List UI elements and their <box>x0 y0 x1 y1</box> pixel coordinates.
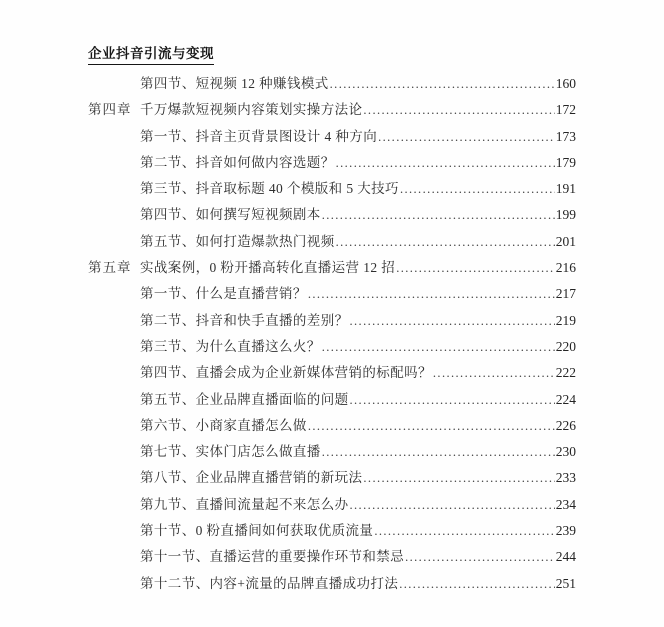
toc-page-number: 222 <box>555 365 576 381</box>
toc-entry <box>88 518 576 544</box>
toc-page-number: 230 <box>555 444 576 460</box>
toc-entry <box>88 571 576 597</box>
toc-entry-title: 第九节、直播间流量起不来怎么办 <box>140 496 349 512</box>
toc-dot-leader <box>374 518 554 544</box>
toc-dot-leader <box>322 334 555 360</box>
toc-entry <box>88 413 576 439</box>
toc-dot-leader <box>350 387 555 413</box>
toc-list <box>88 71 576 597</box>
toc-dot-leader <box>336 150 555 176</box>
toc-dot-leader <box>350 492 555 518</box>
toc-entry <box>88 308 576 334</box>
toc-entry <box>88 492 576 518</box>
toc-entry <box>88 255 576 281</box>
toc-entry-title: 第十二节、内容+流量的品牌直播成功打法 <box>140 575 399 591</box>
toc-entry-title: 第二节、抖音和快手直播的差别？ <box>140 312 349 328</box>
toc-entry <box>88 439 576 465</box>
toc-page-number: 199 <box>555 207 576 223</box>
toc-dot-leader <box>405 544 555 570</box>
toc-entry-title: 第八节、企业品牌直播营销的新玩法 <box>140 470 363 486</box>
toc-dot-leader <box>363 97 554 123</box>
toc-page-number: 224 <box>555 391 576 407</box>
toc-entry <box>88 124 576 150</box>
toc-entry-title: 第一节、抖音主页背景图设计 4 种方向 <box>140 128 378 144</box>
toc-dot-leader <box>350 308 555 334</box>
toc-entry <box>88 544 576 570</box>
toc-entry-title: 第四节、如何撰写短视频剧本 <box>140 207 321 223</box>
toc-entry <box>88 334 576 360</box>
toc-page-number: 172 <box>555 102 576 118</box>
toc-entry <box>88 281 576 307</box>
toc-entry-title: 千万爆款短视频内容策划实操方法论 <box>140 102 363 118</box>
toc-entry-title: 第十节、0 粉直播间如何获取优质流量 <box>140 523 374 539</box>
toc-page-number: 220 <box>555 338 576 354</box>
toc-chapter-label: 第四章 <box>88 102 132 118</box>
toc-page-number: 201 <box>555 233 576 249</box>
toc-entry-title: 第一节、什么是直播营销？ <box>140 286 307 302</box>
toc-chapter-label: 第五章 <box>88 260 132 276</box>
toc-entry-title: 第七节、实体门店怎么做直播 <box>140 444 321 460</box>
toc-entry <box>88 229 576 255</box>
toc-dot-leader <box>399 571 555 597</box>
toc-entry-title: 第十一节、直播运营的重要操作环节和禁忌 <box>140 549 405 565</box>
toc-page-number: 226 <box>555 417 576 433</box>
toc-dot-leader <box>330 71 555 97</box>
toc-page-number: 219 <box>555 312 576 328</box>
toc-entry-title: 第四节、直播会成为企业新媒体营销的标配吗？ <box>140 365 432 381</box>
toc-page-number: 191 <box>555 181 576 197</box>
toc-entry <box>88 387 576 413</box>
toc-page-number: 216 <box>555 260 576 276</box>
toc-entry <box>88 176 576 202</box>
toc-page-number: 244 <box>555 549 576 565</box>
document-header-title: 企业抖音引流与变现 <box>88 42 214 65</box>
toc-dot-leader <box>363 465 554 491</box>
toc-entry-title: 第五节、企业品牌直播面临的问题 <box>140 391 349 407</box>
toc-page-number: 179 <box>555 154 576 170</box>
toc-entry <box>88 360 576 386</box>
toc-page-number: 251 <box>555 575 576 591</box>
toc-dot-leader <box>378 124 555 150</box>
toc-page-number: 239 <box>555 523 576 539</box>
toc-entry-title: 实战案例，0 粉开播高转化直播运营 12 招 <box>140 260 396 276</box>
toc-entry <box>88 150 576 176</box>
toc-entry-title: 第二节、抖音如何做内容选题？ <box>140 154 335 170</box>
toc-entry-title: 第三节、抖音取标题 40 个模版和 5 大技巧 <box>140 181 399 197</box>
toc-entry <box>88 97 576 123</box>
toc-page-number: 233 <box>555 470 576 486</box>
toc-dot-leader <box>322 439 555 465</box>
toc-dot-leader <box>396 255 555 281</box>
toc-entry <box>88 465 576 491</box>
toc-entry-title: 第四节、短视频 12 种赚钱模式 <box>140 76 329 91</box>
toc-dot-leader <box>308 413 555 439</box>
toc-entry-title: 第三节、为什么直播这么火？ <box>140 338 321 354</box>
toc-entry <box>88 71 576 97</box>
toc-dot-leader <box>322 202 555 228</box>
toc-page-number: 160 <box>555 76 576 91</box>
toc-page-number: 234 <box>555 496 576 512</box>
toc-dot-leader <box>433 360 555 386</box>
toc-dot-leader <box>336 229 555 255</box>
toc-dot-leader <box>308 281 555 307</box>
toc-entry-title: 第五节、如何打造爆款热门视频 <box>140 233 335 249</box>
toc-page-number: 217 <box>555 286 576 302</box>
toc-entry-title: 第六节、小商家直播怎么做 <box>140 417 307 433</box>
toc-dot-leader <box>400 176 555 202</box>
toc-entry <box>88 202 576 228</box>
toc-page-number: 173 <box>555 128 576 144</box>
